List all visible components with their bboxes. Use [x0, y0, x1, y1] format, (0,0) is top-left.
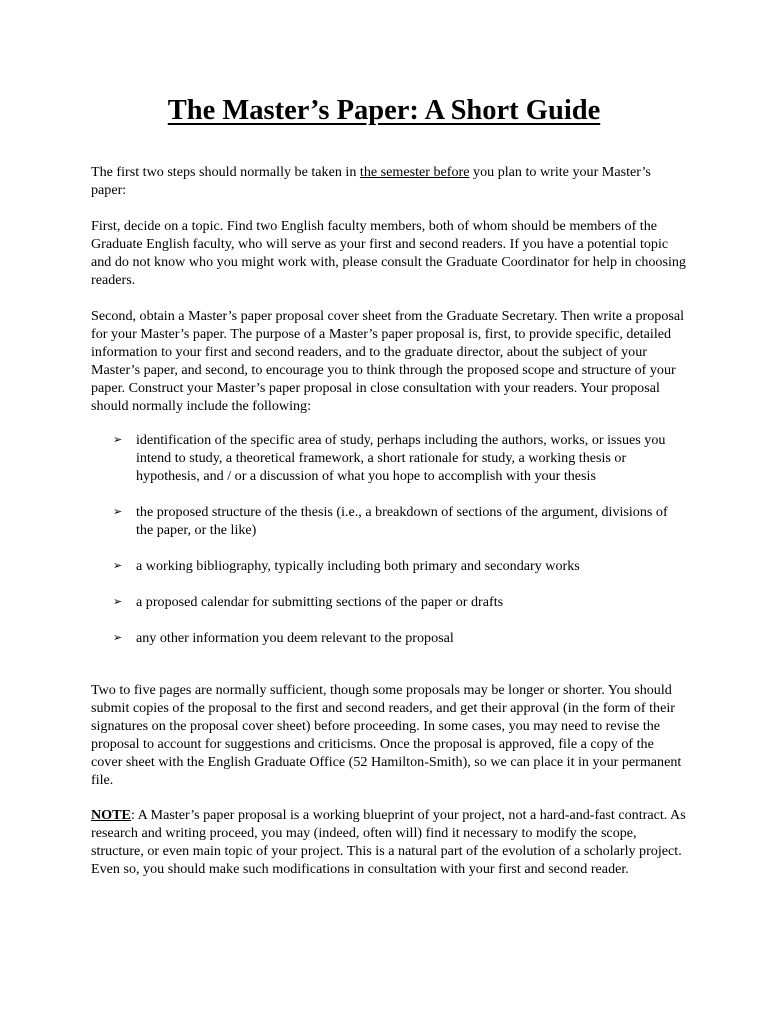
note-label: NOTE [91, 807, 131, 823]
arrow-bullet-icon: ➢ [113, 433, 123, 446]
note-paragraph [91, 806, 686, 878]
note-text: : A Master’s paper proposal is a working blueprint of your project, not a hard-and-fast contract. As research and writing proceed, you may (indeed, often will) find it necessary to modify the scope, structure, or even main topic of your project. This is a natural part of the evolution of a scholarly project. Even so, you should make such modifications in consultation with your first and second reader. [91, 807, 686, 877]
arrow-bullet-icon: ➢ [113, 631, 123, 644]
intro-text-before: The first two steps should normally be taken in [91, 164, 360, 180]
list-item-text: a working bibliography, typically including both primary and secondary works [136, 558, 580, 574]
list-item-text: a proposed calendar for submitting sections of the paper or drafts [136, 594, 504, 610]
intro-underlined-phrase: the semester before [359, 164, 470, 180]
proposal-length-paragraph: Two to five pages are normally sufficient, though some proposals may be longer or shorter. You should submit copies of the proposal to the first and second readers, and get their approval (in the form of their signatures on the proposal cover sheet) before proceeding. In some cases, you may need to revise the proposal to account for suggestions and criticisms. Once the proposal is approved, file a copy of the cover sheet with the English Graduate Office (52 Hamilton-Smith), so we can place it in your permanent file. [91, 682, 682, 788]
list-item-text: the proposed structure of the thesis (i.e., a breakdown of sections of the argument, divisions of the paper, or the like) [136, 504, 668, 538]
intro-paragraph [91, 163, 686, 199]
list-item-text: identification of the specific area of study, perhaps including the authors, works, or issues you intend to study, a theoretical framework, a short rationale for study, a working thesis or hypothesis, and / or a discussion of what you hope to accomplish with your thesis [136, 432, 666, 484]
second-step-paragraph: Second, obtain a Master’s paper proposal cover sheet from the Graduate Secretary. Then write a proposal for your Master’s paper. The purpose of a Master’s paper proposal is, first, to provide specific, detailed information to your first and second readers, and to the graduate director, about the subject of your Master’s paper, and second, to encourage you to think through the proposed scope and structure of your paper. Construct your Master’s paper proposal in close consultation with your readers. Your proposal should normally include the following: [91, 308, 685, 414]
arrow-bullet-icon: ➢ [113, 595, 123, 608]
arrow-bullet-icon: ➢ [113, 559, 123, 572]
arrow-bullet-icon: ➢ [113, 505, 123, 518]
page-title: The Master’s Paper: A Short Guide [167, 95, 601, 126]
first-step-paragraph: First, decide on a topic. Find two English faculty members, both of whom should be members of the Graduate English faculty, who will serve as your first and second readers. If you have a potential topic and do not know who you might work with, please consult the Graduate Coordinator for help in choosing readers. [91, 218, 686, 288]
intro-text-after: you plan to write your Master’s paper: [91, 164, 651, 198]
list-item-text: any other information you deem relevant to the proposal [136, 630, 454, 646]
